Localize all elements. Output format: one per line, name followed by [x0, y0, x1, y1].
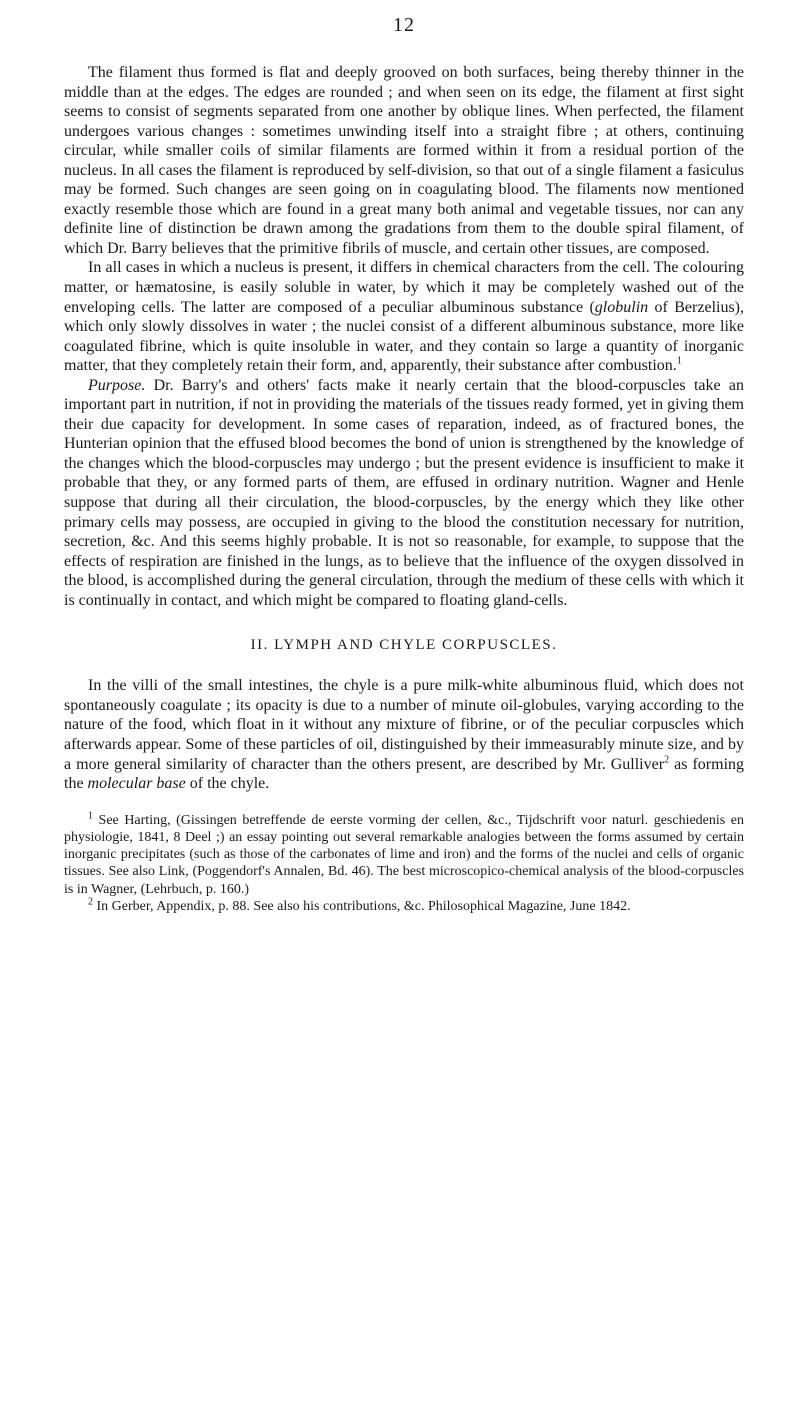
molecular-base-term: molecular base	[87, 775, 186, 793]
paragraph-purpose-text: Dr. Barry's and others' facts make it nearly certain that the blood-corpuscles take an important part in nutrition, if not in providing the materials of the tissues ready formed, yet in giving them their due capacity for development. In some cases of reparation, indeed, as of fractured bones, the Hunterian opinion that the effused blood becomes the bond of union is strengthened by the knowledge of the changes which the blood-corpuscles may undergo ; but the present evidence is insufficient to make it probable that they, or any formed parts of them, are effused in ordinary nutrition. Wagner and Henle suppose that during all their circulation, the blood-corpuscles, by the energy which they like other primary cells may possess, are occupied in giving to the blood the constitution necessary for nutrition, secretion, &c. And this seems highly probable. It is not so reasonable, for example, to suppose that the effects of respiration are finished in the lungs, as to believe that the influence of the oxygen dissolved in the blood, is accomplished during the general circulation, through the medium of these cells with which it is continually in contact, and which might be compared to floating gland-cells.	[64, 376, 744, 609]
footnote-1-mark: 1	[88, 809, 93, 821]
page	[64, 14, 744, 915]
section-heading: II. LYMPH AND CHYLE CORPUSCLES.	[250, 637, 558, 654]
paragraph-purpose	[64, 376, 744, 611]
footnote-1-text: See Harting, (Gissingen betreffende de eerste vorming der cellen, &c., Tijdschrift voor naturl. geschiedenis en physiologie, 1841, 8 Deel ;) an essay pointing out several remarkable analogies between the forms assumed by certain inorganic precipitates (such as those of the carbonates of lime and iron) and the forms of the nuclei and cells of organic tissues. See also Link, (Poggendorf's Annalen, Bd. 46). The best microscopico-chemical analysis of the blood-corpuscles is in Wagner, (Lehrbuch, p. 160.)	[64, 812, 744, 897]
footnote-ref-1: 1	[676, 355, 682, 367]
footnote-1	[64, 809, 744, 898]
footnote-2-text: In Gerber, Appendix, p. 88. See also his contributions, &c. Philosophical Magazine, June 1842.	[93, 899, 631, 915]
paragraph-chyle-text-a: In the villi of the small intestines, the chyle is a pure milk-white albuminous fluid, which does not spontaneously coagulate ; its opacity is due to a number of minute oil-globules, varying according to the nature of the food, which float in it without any mixture of fibrine, or of the peculiar corpuscles which afterwards appear. Some of these particles of oil, distinguished by their immeasurably minute size, and by a more general similarity of character than the others present, are described by Mr. Gulliver	[64, 677, 744, 773]
paragraph-chyle	[64, 676, 744, 793]
page-number: 12	[393, 14, 415, 36]
paragraph-chemical	[64, 258, 744, 375]
paragraph-chemical-text-a: In all cases in which a nucleus is present, it differs in chemical characters from the cell. The colouring matter, or hæmatosine, is easily soluble in water, by which it may be completely washed out of the enveloping cells. The latter are composed of a peculiar albuminous substance (	[64, 259, 744, 316]
paragraph-chemical-text-b: of Berzelius), which only slowly dissolves in water ; the nuclei consist of a different albuminous substance, more like coagulated fibrine, which is quite insoluble in water, and they contain so large a quantity of inorganic matter, that they completely retain their form, and, apparently, their substance after combustion.	[64, 298, 745, 375]
footnotes	[64, 809, 744, 916]
globulin-term: globulin	[594, 298, 649, 316]
purpose-lead: Purpose.	[88, 376, 146, 394]
paragraph-chyle-text-c: of the chyle.	[185, 775, 270, 793]
footnote-2	[64, 898, 744, 915]
footnote-2-mark: 2	[88, 896, 93, 908]
footnote-ref-2: 2	[664, 754, 670, 766]
paragraph-chyle-text-b: as forming the	[64, 755, 745, 793]
paragraph-filament: The filament thus formed is flat and deeply grooved on both surfaces, being thereby thinner in the middle than at the edges. The edges are rounded ; and when seen on its edge, the filament at first sight seems to consist of segments separated from one another by oblique lines. When perfected, the filament undergoes various changes : sometimes unwinding itself into a straight fibre ; at others, continuing circular, while smaller coils of similar filaments are formed within it from a residual portion of the nucleus. In all cases the filament is reproduced by self-division, so that out of a single filament a fasiculus may be formed. Such changes are seen going on in coagulating blood. The filaments now mentioned exactly resemble those which are found in a great many both animal and vegetable tissues, nor can any definite line of distinction be drawn among the gradations from them to the double spiral filament, of which Dr. Barry believes that the primitive fibrils of muscle, and certain other tissues, are composed.	[64, 64, 744, 257]
